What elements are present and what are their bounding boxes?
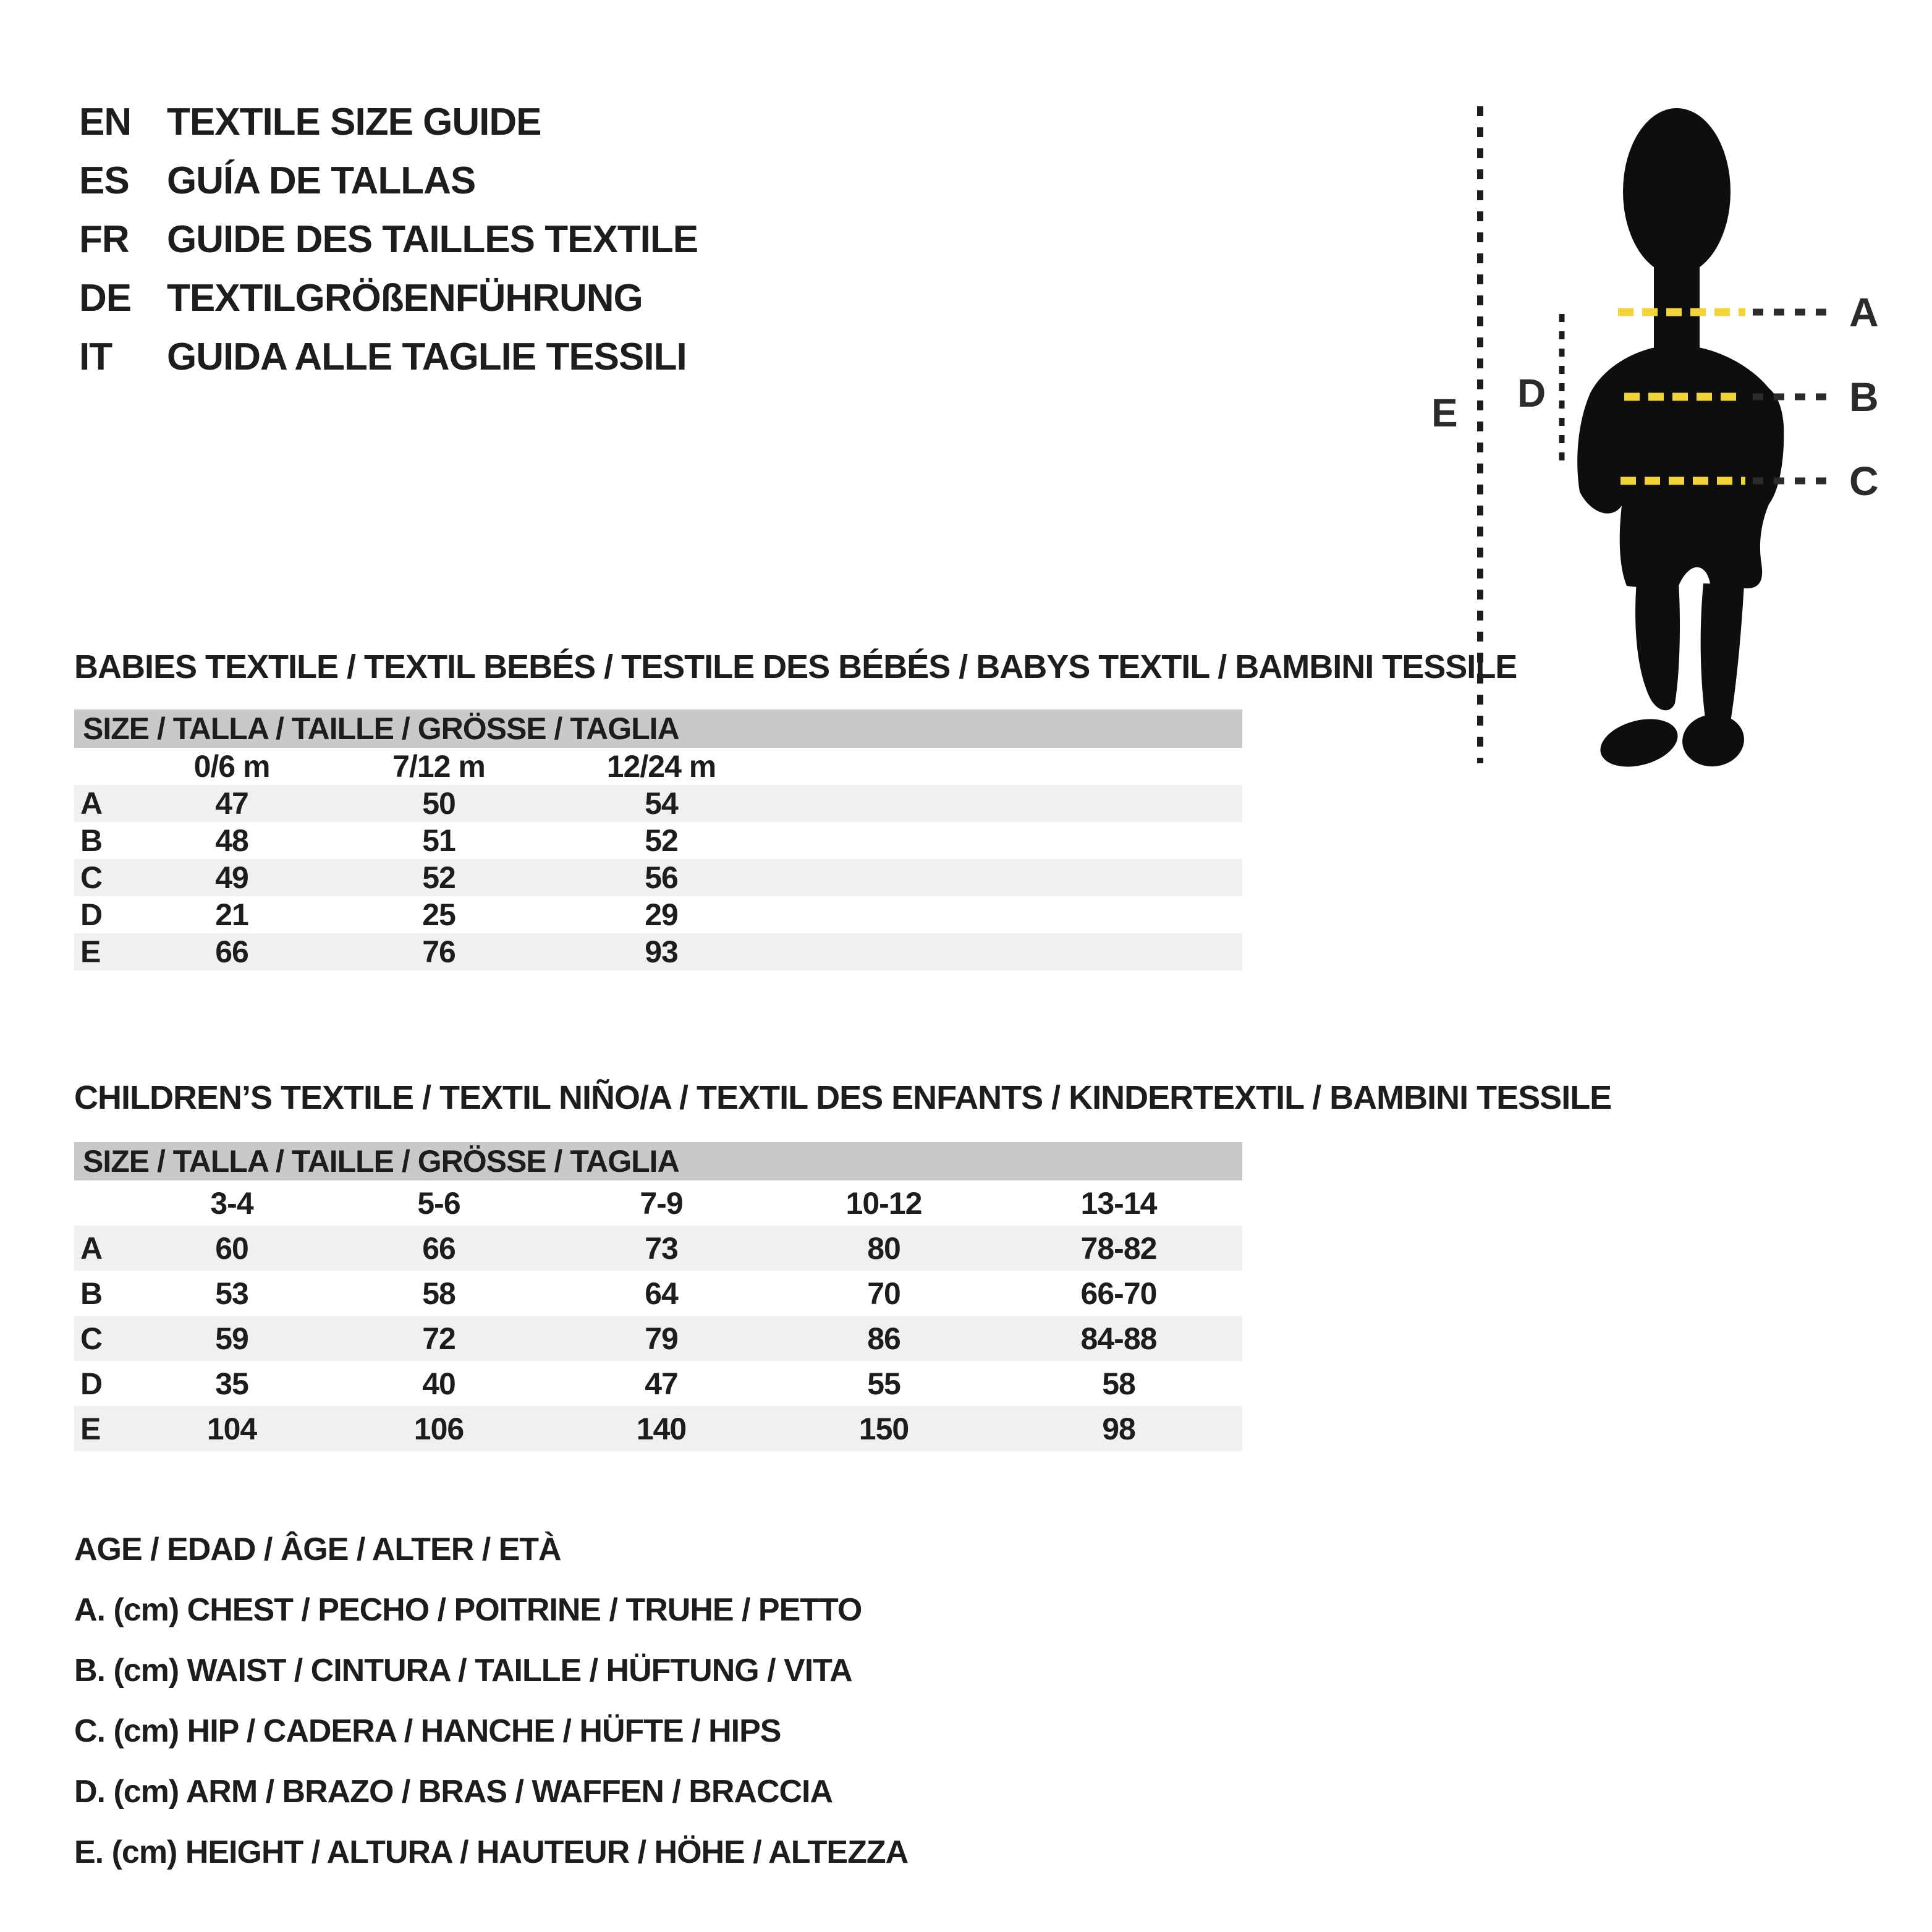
babies-size-table — [74, 748, 1242, 970]
language-title-list — [79, 93, 698, 386]
babies-column-header-row — [74, 748, 1242, 785]
children-size-table — [74, 1180, 1242, 1451]
language-row — [79, 151, 698, 210]
language-title: GUÍA DE TALLAS — [167, 159, 476, 202]
language-title: GUIDA ALLE TAGLIE TESSILI — [167, 336, 687, 378]
table-row — [74, 1406, 1242, 1451]
row-label: E — [80, 934, 101, 969]
size-column-header: 7/12 m — [392, 749, 485, 784]
silhouette-left-leg — [1635, 581, 1680, 710]
size-value: 47 — [215, 786, 248, 821]
legend-line-age: AGE / EDAD / ÂGE / ALTER / ETÀ — [74, 1532, 561, 1567]
size-value: 21 — [215, 897, 248, 932]
legend-line-arm: D. (cm) ARM / BRAZO / BRAS / WAFFEN / BRACCIA — [74, 1774, 833, 1810]
measure-label-b: B — [1849, 374, 1878, 420]
language-title: TEXTILE SIZE GUIDE — [167, 101, 541, 143]
table-row — [74, 1361, 1242, 1406]
size-value: 79 — [645, 1321, 678, 1356]
size-value: 52 — [422, 860, 455, 895]
size-value: 59 — [215, 1321, 248, 1356]
language-title: GUIDE DES TAILLES TEXTILE — [167, 218, 698, 261]
size-value: 48 — [215, 823, 248, 858]
language-code: DE — [79, 277, 132, 320]
row-label: A — [80, 1231, 103, 1266]
size-value: 47 — [645, 1366, 678, 1401]
language-title: TEXTILGRÖßENFÜHRUNG — [167, 277, 643, 320]
measure-label-d: D — [1517, 371, 1546, 415]
table-row — [74, 859, 1242, 896]
size-value: 72 — [422, 1321, 455, 1356]
language-row — [79, 269, 698, 328]
size-value: 98 — [1102, 1411, 1135, 1446]
row-label: D — [80, 897, 103, 932]
size-value: 58 — [422, 1276, 455, 1311]
legend-line-chest: A. (cm) CHEST / PECHO / POITRINE / TRUHE / PETTO — [74, 1592, 862, 1628]
legend-line-hip: C. (cm) HIP / CADERA / HANCHE / HÜFTE / HIPS — [74, 1713, 781, 1749]
size-value: 29 — [645, 897, 678, 932]
size-value: 56 — [645, 860, 678, 895]
row-label: B — [80, 1276, 103, 1311]
babies-section-title: BABIES TEXTILE / TEXTIL BEBÉS / TESTILE DES BÉBÉS / BABYS TEXTIL / BAMBINI TESSILE — [74, 648, 1517, 685]
size-value: 55 — [867, 1366, 900, 1401]
size-column-header: 10-12 — [845, 1185, 922, 1221]
row-label: B — [80, 823, 103, 858]
size-value: 53 — [215, 1276, 248, 1311]
table-row — [74, 896, 1242, 933]
size-value: 73 — [645, 1231, 678, 1266]
size-column-header: 0/6 m — [193, 749, 270, 784]
silhouette-neck — [1654, 247, 1700, 362]
measurement-legend — [74, 1519, 908, 1883]
size-column-header: 12/24 m — [606, 749, 716, 784]
size-value: 140 — [636, 1411, 687, 1446]
size-value: 70 — [867, 1276, 900, 1311]
row-label: E — [80, 1411, 101, 1446]
table-row — [74, 1316, 1242, 1361]
size-value: 25 — [422, 897, 455, 932]
table-row — [74, 1226, 1242, 1271]
language-code: EN — [79, 101, 132, 143]
table-row — [74, 933, 1242, 970]
size-value: 52 — [645, 823, 678, 858]
size-value: 78-82 — [1080, 1231, 1157, 1266]
size-value: 104 — [206, 1411, 257, 1446]
size-value: 58 — [1102, 1366, 1135, 1401]
table-row — [74, 1271, 1242, 1316]
language-code: IT — [79, 336, 112, 378]
legend-line-height: E. (cm) HEIGHT / ALTURA / HAUTEUR / HÖHE / ALTEZZA — [74, 1834, 909, 1870]
size-column-header: 5-6 — [417, 1185, 460, 1221]
measure-label-c: C — [1849, 458, 1878, 504]
babies-size-header-bar — [74, 710, 1242, 748]
size-value: 51 — [422, 823, 455, 858]
children-size-header-label: SIZE / TALLA / TAILLE / GRÖSSE / TAGLIA — [83, 1144, 679, 1179]
children-size-header-bar — [74, 1142, 1242, 1180]
measurement-figure — [1409, 87, 1932, 816]
size-value: 66-70 — [1080, 1276, 1157, 1311]
silhouette-torso — [1577, 347, 1784, 588]
measure-label-e: E — [1431, 391, 1457, 435]
language-row — [79, 210, 698, 269]
children-column-header-row — [74, 1180, 1242, 1226]
table-row — [74, 822, 1242, 859]
size-column-header: 13-14 — [1080, 1185, 1157, 1221]
silhouette-left-foot — [1595, 711, 1683, 775]
language-row — [79, 328, 698, 386]
measure-label-a: A — [1849, 289, 1878, 335]
size-value: 86 — [867, 1321, 900, 1356]
size-value: 54 — [645, 786, 678, 821]
size-value: 35 — [215, 1366, 248, 1401]
size-value: 80 — [867, 1231, 900, 1266]
legend-line-waist: B. (cm) WAIST / CINTURA / TAILLE / HÜFTUNG / VITA — [74, 1653, 852, 1688]
size-value: 50 — [422, 786, 455, 821]
size-value: 106 — [413, 1411, 464, 1446]
silhouette-right-foot — [1680, 711, 1747, 769]
size-value: 40 — [422, 1366, 455, 1401]
size-value: 84-88 — [1080, 1321, 1157, 1356]
size-value: 60 — [215, 1231, 248, 1266]
size-value: 49 — [215, 860, 248, 895]
language-row — [79, 93, 698, 151]
child-silhouette-figure — [1577, 108, 1784, 774]
row-label: C — [80, 1321, 103, 1356]
table-row — [74, 785, 1242, 822]
row-label: A — [80, 786, 103, 821]
language-code: ES — [79, 159, 129, 202]
size-value: 150 — [858, 1411, 909, 1446]
size-value: 93 — [645, 934, 678, 969]
row-label: D — [80, 1366, 103, 1401]
size-value: 66 — [422, 1231, 455, 1266]
size-value: 76 — [422, 934, 455, 969]
babies-size-header-label: SIZE / TALLA / TAILLE / GRÖSSE / TAGLIA — [83, 711, 679, 746]
silhouette-right-leg — [1701, 583, 1744, 727]
size-value: 66 — [215, 934, 248, 969]
children-section-title: CHILDREN’S TEXTILE / TEXTIL NIÑO/A / TEXTIL DES ENFANTS / KINDERTEXTIL / BAMBINI TESSILE — [74, 1079, 1612, 1116]
language-code: FR — [79, 218, 129, 261]
size-column-header: 3-4 — [210, 1185, 253, 1221]
size-column-header: 7-9 — [640, 1185, 683, 1221]
size-value: 64 — [645, 1276, 678, 1311]
row-label: C — [80, 860, 103, 895]
